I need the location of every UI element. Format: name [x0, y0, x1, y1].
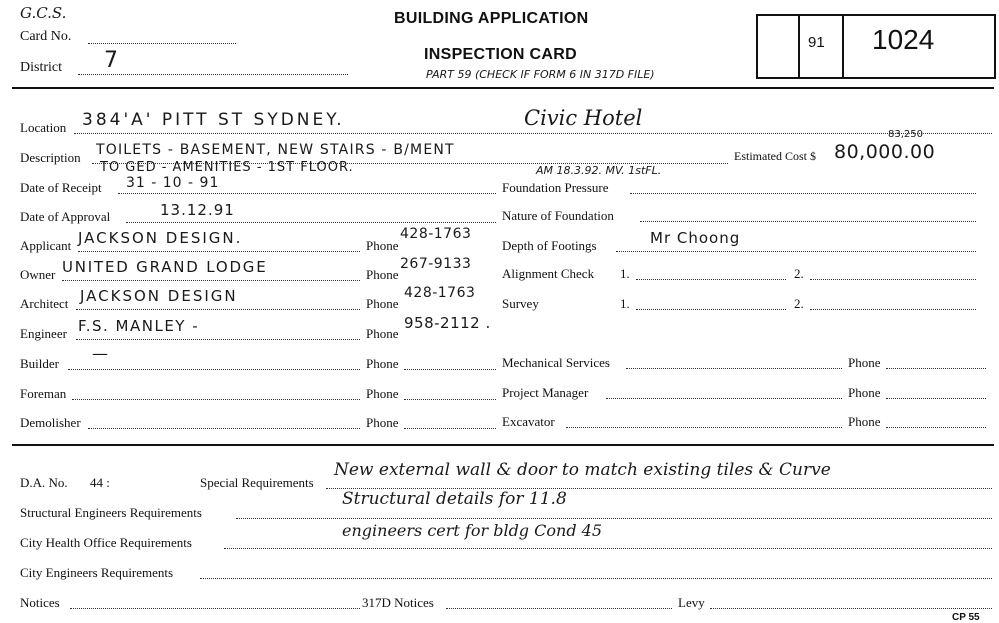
estimated-cost-value: 80,000.00: [834, 141, 936, 163]
date-receipt-label: Date of Receipt: [20, 180, 102, 195]
architect-phone-label: Phone: [366, 296, 399, 311]
engineer-phone-value: 958-2112 .: [404, 314, 491, 332]
card-no-field-line: [88, 43, 236, 44]
owner-value: UNITED GRAND LODGE: [62, 258, 268, 276]
card-box-divider-1: [798, 14, 800, 77]
card-no-label: Card No.: [20, 29, 72, 44]
survey-1-line: [636, 309, 786, 310]
date-approval-label: Date of Approval: [20, 209, 111, 224]
title-building-application: BUILDING APPLICATION: [394, 10, 589, 27]
description-amendment-note: AM 18.3.92. MV. 1stFL.: [536, 164, 662, 177]
architect-phone-value: 428-1763: [404, 285, 476, 301]
foreman-phone-line: [404, 399, 496, 400]
notices-label: Notices: [20, 595, 60, 610]
excavator-phone-label: Phone: [848, 414, 881, 429]
builder-label: Builder: [20, 356, 59, 371]
notices-317d-line: [446, 608, 672, 609]
applicant-label: Applicant: [20, 238, 72, 253]
description-label: Description: [20, 150, 81, 165]
nature-foundation-line: [640, 221, 976, 222]
structural-requirements-label: Structural Engineers Requirements: [20, 505, 202, 520]
date-receipt-line: [118, 193, 496, 194]
mechanical-label: Mechanical Services: [502, 355, 610, 370]
estimated-cost-label: Estimated Cost $: [734, 149, 816, 163]
notices-317d-label: 317D Notices: [362, 595, 434, 610]
title-inspection-card: INSPECTION CARD: [424, 46, 577, 63]
estimated-cost-revised: 83,250: [888, 129, 923, 140]
health-requirements-label: City Health Office Requirements: [20, 535, 192, 550]
architect-line: [76, 309, 360, 310]
levy-label: Levy: [678, 595, 705, 610]
project-manager-line: [606, 398, 842, 399]
owner-line: [62, 280, 360, 281]
da-no-value: 44 :: [90, 475, 110, 490]
builder-phone-line: [404, 369, 496, 370]
health-requirements-value: engineers cert for bldg Cond 45: [342, 521, 602, 540]
survey-label: Survey: [502, 296, 539, 311]
card-box-divider-2: [842, 14, 844, 77]
location-line: [74, 133, 992, 134]
excavator-label: Excavator: [502, 414, 555, 429]
alignment-check-label: Alignment Check: [502, 266, 595, 281]
owner-phone-label: Phone: [366, 267, 399, 282]
foreman-line: [72, 399, 360, 400]
architect-label: Architect: [20, 296, 69, 311]
form-code: CP 55: [952, 612, 980, 623]
excavator-line: [566, 427, 842, 428]
demolisher-phone-label: Phone: [366, 415, 399, 430]
survey-1-label: 1.: [620, 296, 630, 311]
special-requirements-value: New external wall & door to match existing tiles & Curve: [334, 460, 831, 480]
special-requirements-label: Special Requirements: [200, 475, 314, 490]
mechanical-phone-label: Phone: [848, 355, 881, 370]
demolisher-line: [88, 428, 360, 429]
location-label: Location: [20, 120, 67, 135]
location-value: 384'A' PITT ST SYDNEY.: [82, 110, 345, 130]
foreman-phone-label: Phone: [366, 386, 399, 401]
nature-foundation-label: Nature of Foundation: [502, 208, 614, 223]
card-number: 1024: [872, 24, 935, 55]
builder-line: [68, 369, 360, 370]
title-handwritten-note: PART 59 (CHECK IF FORM 6 IN 317D FILE): [426, 68, 655, 81]
depth-footings-line: [616, 251, 976, 252]
health-requirements-line: [224, 548, 992, 549]
mechanical-phone-line: [886, 368, 986, 369]
alignment-check-1-label: 1.: [620, 266, 630, 281]
survey-2-label: 2.: [794, 296, 804, 311]
description-value-2: TO GED - AMENITIES - 1ST FLOOR.: [100, 160, 354, 175]
applicant-phone-label: Phone: [366, 238, 399, 253]
alignment-check-2-line: [810, 279, 976, 280]
architect-value: JACKSON DESIGN: [80, 287, 238, 305]
requirements-divider: [12, 444, 994, 446]
owner-phone-value: 267-9133: [400, 256, 472, 272]
foundation-pressure-label: Foundation Pressure: [502, 180, 609, 195]
alignment-check-2-label: 2.: [794, 266, 804, 281]
district-label: District: [20, 60, 62, 75]
structural-requirements-line: [236, 518, 992, 519]
depth-footings-label: Depth of Footings: [502, 238, 597, 253]
applicant-line: [78, 251, 360, 252]
project-manager-phone-line: [886, 398, 986, 399]
date-approval-line: [126, 222, 496, 223]
header-divider: [12, 87, 994, 89]
foundation-pressure-line: [630, 193, 976, 194]
applicant-value: JACKSON DESIGN.: [78, 229, 243, 247]
demolisher-label: Demolisher: [20, 415, 81, 430]
demolisher-phone-line: [404, 428, 496, 429]
description-value-1: TOILETS - BASEMENT, NEW STAIRS - B/MENT: [96, 142, 455, 158]
survey-2-line: [810, 309, 976, 310]
project-manager-phone-label: Phone: [848, 385, 881, 400]
depth-footings-value: Mr Choong: [650, 229, 741, 247]
builder-value: —: [92, 344, 109, 363]
builder-phone-label: Phone: [366, 356, 399, 371]
applicant-phone-value: 428-1763: [400, 226, 472, 242]
mechanical-line: [626, 368, 842, 369]
card-code: 91: [808, 34, 825, 51]
gcs-handwritten-mark: G.C.S.: [20, 4, 67, 22]
foreman-label: Foreman: [20, 386, 67, 401]
district-field-line: [78, 74, 348, 75]
owner-label: Owner: [20, 267, 56, 282]
alignment-check-1-line: [636, 279, 786, 280]
levy-line: [710, 608, 992, 609]
engineer-phone-label: Phone: [366, 326, 399, 341]
date-approval-value: 13.12.91: [160, 201, 235, 219]
structural-requirements-value: Structural details for 11.8: [342, 489, 567, 509]
da-no-label: D.A. No.: [20, 475, 68, 490]
engineer-value: F.S. MANLEY -: [78, 317, 200, 335]
engineer-label: Engineer: [20, 326, 67, 341]
location-extra-value: Civic Hotel: [524, 106, 643, 130]
city-engineers-line: [200, 578, 992, 579]
district-value: 7: [104, 48, 119, 73]
engineer-line: [76, 339, 360, 340]
excavator-phone-line: [886, 427, 986, 428]
project-manager-label: Project Manager: [502, 385, 589, 400]
date-receipt-value: 31 - 10 - 91: [126, 175, 220, 191]
city-engineers-label: City Engineers Requirements: [20, 565, 174, 580]
notices-line: [70, 608, 360, 609]
